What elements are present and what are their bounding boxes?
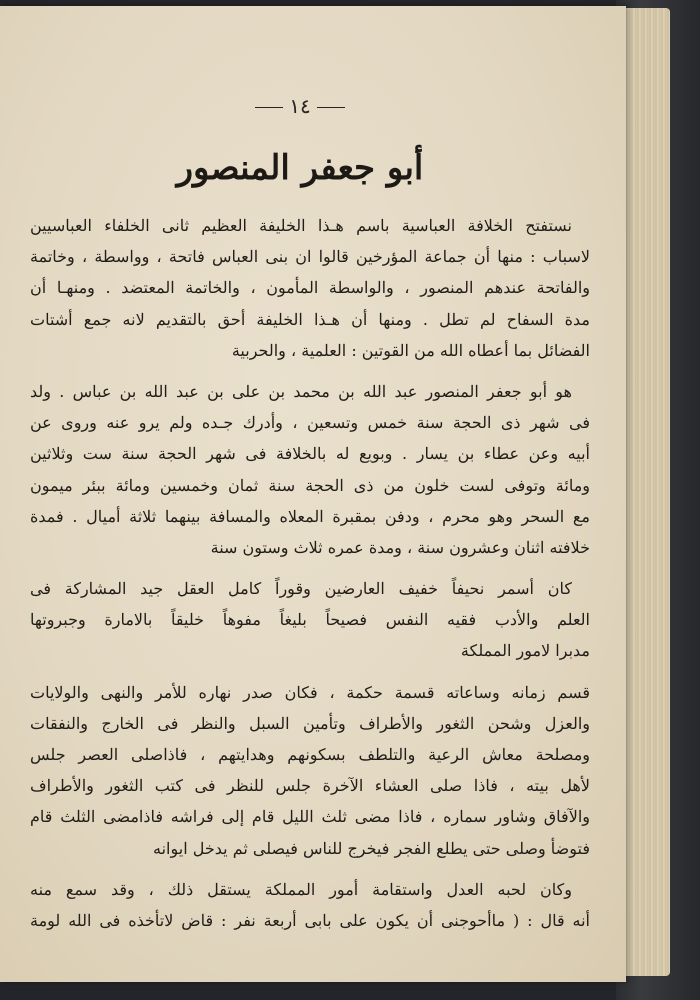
text-line: الفضائل بما أعطاه الله من القوتين : العلمية ، والحربية	[231, 340, 590, 360]
text-line: كان أسمر نحيفاً خفيف العارضين وقوراً كامل العقل جيد المشاركة فى	[30, 579, 572, 599]
page-title: أبو جعفر المنصور	[176, 148, 424, 188]
text-line: أبيه وعن عطاء بن يسار . وبويع له بالخلافة فى شهر الحجة سنة ست وثلاثين	[30, 444, 590, 464]
paragraph-biography	[30, 376, 590, 563]
body-text	[30, 210, 590, 936]
page-number	[0, 94, 600, 118]
dash-decoration	[317, 107, 345, 108]
text-line: لاسباب : منها أن جماعة المؤرخين قالوا ان بنى العباس فاتحة ، وواسطة ، وخاتمة	[30, 247, 590, 267]
dash-decoration	[255, 107, 283, 108]
text-line: وكان لحبه العدل واستقامة أمور المملكة يستقل ذلك ، وقد سمع منه	[30, 879, 572, 899]
text-line: ومصلحة معاش الرعية والتلطف بسكونهم وهدايتهم ، فاذاصلى العصر جلس	[30, 745, 590, 764]
text-line: مع السحر وهو محرم ، ودفن بمقبرة المعلاه والمسافة بينهما ثلاثة أميال . فمدة	[30, 506, 590, 526]
text-line: مدبرا لامور المملكة	[460, 641, 590, 661]
text-line: فى شهر ذى الحجة سنة خمس وتسعين ، وأدرك جـده ولم يرو عنه وروى عن	[30, 413, 590, 433]
text-line: والعزل وشحن الثغور والأطراف وتأمين السبل والنظر فى الخارج والنفقات	[30, 713, 590, 733]
text-line: فتوضأ وصلى حتى يطلع الفجر فيخرج للناس فيصلى ثم يدخل ايوانه	[153, 838, 590, 858]
book-page	[0, 6, 626, 982]
text-line: نستفتح الخلافة العباسية باسم هـذا الخليفة العظيم ثانى الخلفاء العباسيين	[30, 216, 573, 235]
text-line: هو أبو جعفر المنصور عبد الله بن محمد بن على بن عبد الله بن عباس . ولد	[30, 381, 572, 401]
text-line: ومائة وتوفى لست خلون من ذى الحجة سنة ثمان وخمسين ومائة ببئر ميمون	[30, 475, 590, 495]
page-number-text: ١٤	[289, 94, 311, 118]
text-line: قسم زمانه وساعاته قسمة حكمة ، فكان صدر نهاره للأمر والنهى والولايات	[30, 682, 590, 702]
text-line: لأهل بيته ، فاذا صلى العشاء الآخرة جلس للنظر فى كتب الثغور والأطراف	[30, 776, 590, 796]
paragraph-description	[30, 573, 590, 667]
paragraph-intro	[30, 210, 590, 366]
text-line: أنه قال : ( ماأحوجنى أن يكون على بابى أربعة نفر : قاض لاتأخذه فى الله لومة	[30, 910, 590, 930]
paragraph-justice	[30, 874, 590, 936]
text-line: والآفاق وشاور سماره ، فاذا مضى ثلث الليل قام إلى فراشه فاذامضى الثلث قام	[30, 807, 590, 827]
text-line: خلافته اثنان وعشرون سنة ، ومدة عمره ثلاث وستون سنة	[210, 537, 590, 557]
text-line: والفاتحة عندهم المنصور ، والواسطة المأمون ، والخاتمة المعتضد . ومنهـا أن	[30, 278, 590, 298]
text-line: مدة السفاح لم تطل . ومنها أن هـذا الخليفة أحق بالتقديم لانه جمع أشتات	[30, 309, 590, 329]
paragraph-daily-schedule	[30, 677, 590, 864]
text-line: العلم والأدب فقيه النفس فصيحاً بليغاً مفوهاً خليقاً بالامارة وجبروتها	[30, 610, 590, 630]
